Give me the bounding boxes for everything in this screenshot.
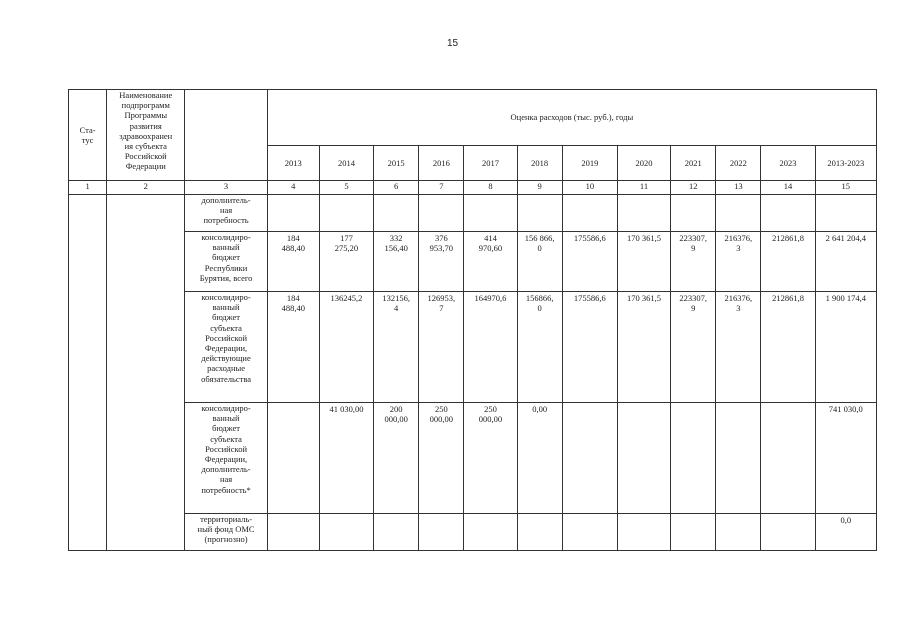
value-cell: 156866, 0 [517,292,562,403]
value-cell: 177 275,20 [319,232,373,292]
funding-source-cell: консолидиро- ванный бюджет субъекта Российской Федерации, действующие расходные обязательства [185,292,267,403]
value-cell [374,195,419,232]
header-year: 2021 [671,146,716,181]
value-cell [761,195,815,232]
funding-source-cell: консолидиро- ванный бюджет Республики Бурятия, всего [185,232,267,292]
value-cell [267,195,319,232]
value-cell [671,403,716,514]
value-cell [419,195,464,232]
value-cell: 200 000,00 [374,403,419,514]
value-cell: 376 953,70 [419,232,464,292]
status-cell [69,195,107,551]
value-cell: 216376, 3 [716,292,761,403]
value-cell: 216376, 3 [716,232,761,292]
value-cell: 223307, 9 [671,292,716,403]
header-year: 2020 [617,146,670,181]
value-cell [716,403,761,514]
value-cell: 250 000,00 [464,403,517,514]
value-cell: 170 361,5 [617,292,670,403]
value-cell: 223307, 9 [671,232,716,292]
value-cell: 175586,6 [562,232,617,292]
value-cell [562,403,617,514]
funding-source-cell: дополнитель- ная потребность [185,195,267,232]
value-cell [671,514,716,551]
funding-source-cell: консолидиро- ванный бюджет субъекта Российской Федерации, дополнитель- ная потребность* [185,403,267,514]
header-year: 2019 [562,146,617,181]
value-cell: 0,0 [815,514,876,551]
value-cell [562,514,617,551]
header-year: 2018 [517,146,562,181]
value-cell [716,195,761,232]
value-cell [319,514,373,551]
header-expenses-title: Оценка расходов (тыс. руб.), годы [267,90,876,146]
value-cell [815,195,876,232]
table-row [69,403,877,514]
column-number: 14 [761,181,815,195]
value-cell: 332 156,40 [374,232,419,292]
header-year: 2014 [319,146,373,181]
column-number: 2 [107,181,185,195]
value-cell [464,514,517,551]
value-cell [617,403,670,514]
column-number: 5 [319,181,373,195]
value-cell [562,195,617,232]
header-status: Ста- тус [69,90,107,181]
column-number: 1 [69,181,107,195]
value-cell: 126953, 7 [419,292,464,403]
value-cell: 175586,6 [562,292,617,403]
header-row-title [69,90,877,146]
column-number: 6 [374,181,419,195]
expenses-table [68,89,877,551]
column-number: 12 [671,181,716,195]
value-cell [267,514,319,551]
value-cell: 212861,8 [761,292,815,403]
header-year: 2023 [761,146,815,181]
value-cell: 170 361,5 [617,232,670,292]
value-cell: 0,00 [517,403,562,514]
table-row [69,232,877,292]
value-cell: 250 000,00 [419,403,464,514]
column-number: 11 [617,181,670,195]
value-cell: 164970,6 [464,292,517,403]
column-number: 4 [267,181,319,195]
value-cell: 156 866, 0 [517,232,562,292]
value-cell: 741 030,0 [815,403,876,514]
header-year: 2015 [374,146,419,181]
column-number: 8 [464,181,517,195]
value-cell [419,514,464,551]
value-cell [617,514,670,551]
value-cell: 1 900 174,4 [815,292,876,403]
value-cell: 184 488,40 [267,292,319,403]
value-cell [761,403,815,514]
value-cell [464,195,517,232]
value-cell: 132156, 4 [374,292,419,403]
column-number: 3 [185,181,267,195]
value-cell: 2 641 204,4 [815,232,876,292]
header-year: 2013-2023 [815,146,876,181]
value-cell: 414 970,60 [464,232,517,292]
subprogram-name-cell [107,195,185,551]
value-cell [267,403,319,514]
funding-source-cell: территориаль- ный фонд ОМС (прогнозно) [185,514,267,551]
header-year: 2017 [464,146,517,181]
column-number: 13 [716,181,761,195]
value-cell [517,195,562,232]
column-number-row [69,181,877,195]
header-source [185,90,267,181]
value-cell: 136245,2 [319,292,373,403]
value-cell [761,514,815,551]
value-cell: 184 488,40 [267,232,319,292]
value-cell [517,514,562,551]
header-year: 2022 [716,146,761,181]
table-row [69,195,877,232]
column-number: 15 [815,181,876,195]
column-number: 9 [517,181,562,195]
column-number: 10 [562,181,617,195]
table-row [69,292,877,403]
value-cell [716,514,761,551]
header-subprogram-name: Наименование подпрограмм Программы развития здравоохранен ия субъекта Российской Федерации [107,90,185,181]
value-cell [319,195,373,232]
table-row [69,514,877,551]
header-year: 2013 [267,146,319,181]
page-number: 15 [446,38,459,49]
header-year: 2016 [419,146,464,181]
value-cell [671,195,716,232]
column-number: 7 [419,181,464,195]
value-cell [374,514,419,551]
value-cell: 212861,8 [761,232,815,292]
value-cell [617,195,670,232]
value-cell: 41 030,00 [319,403,373,514]
